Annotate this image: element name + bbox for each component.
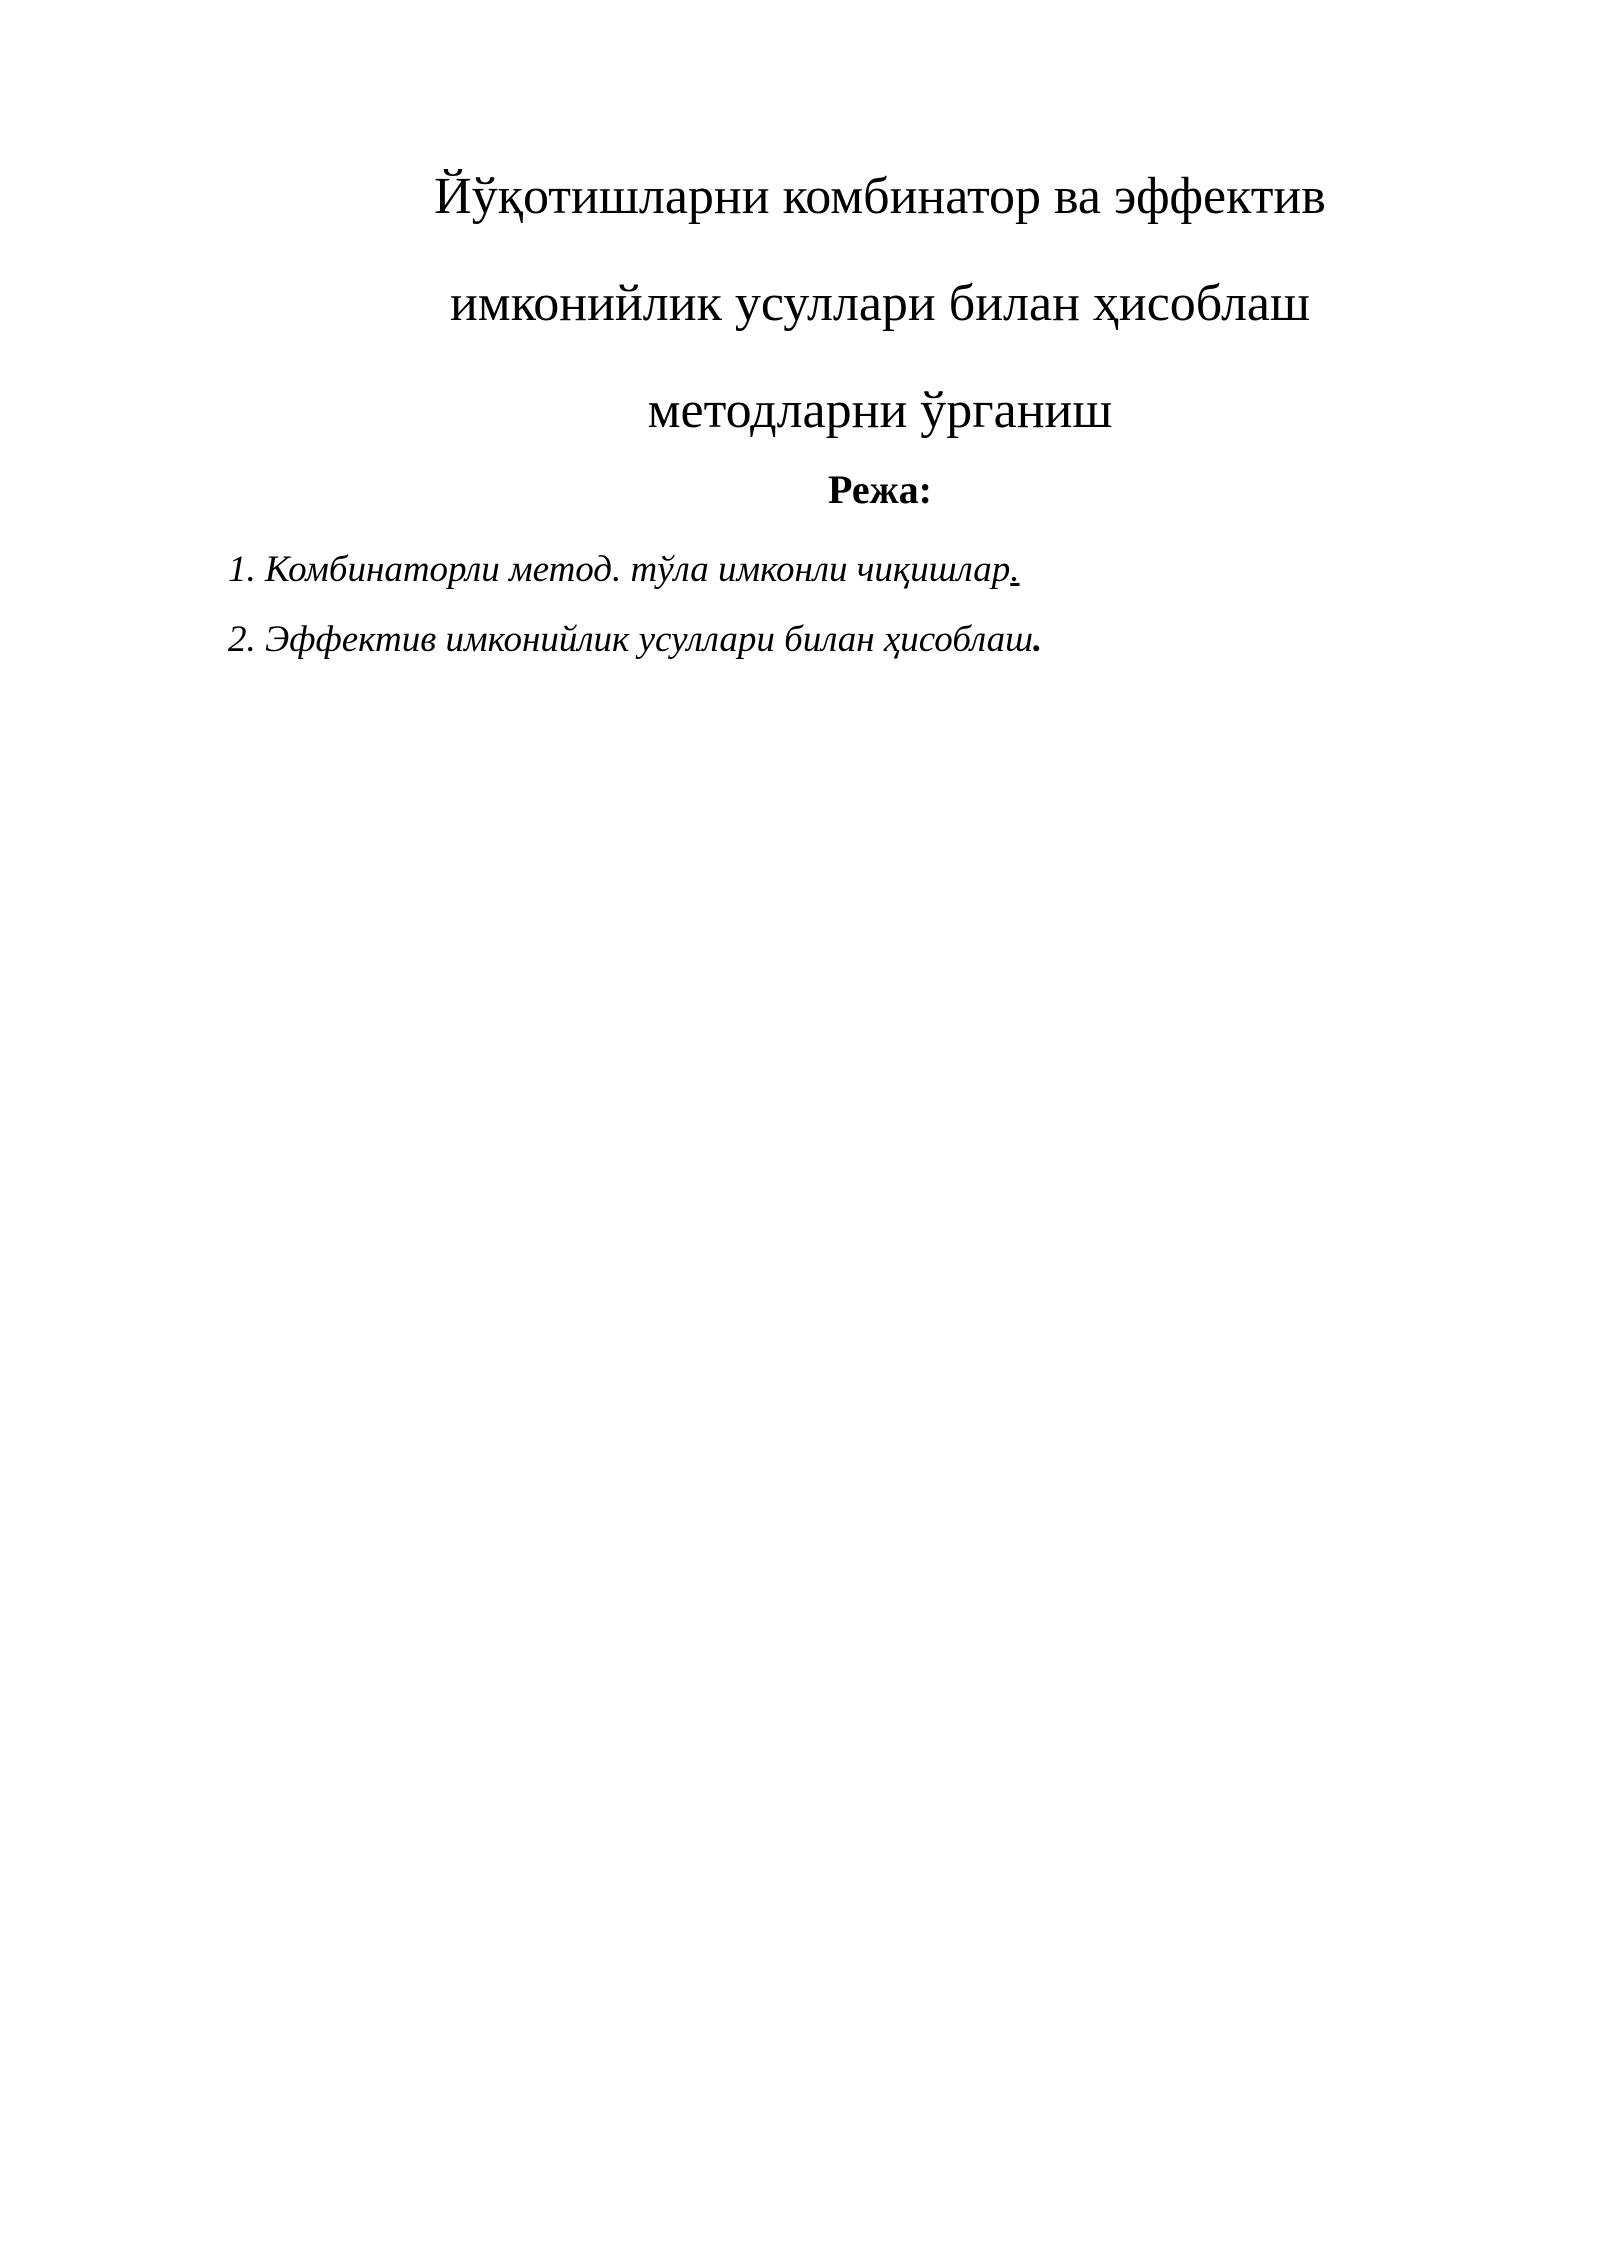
plan-item: [228, 535, 1478, 605]
plan-heading: Режа:: [828, 467, 932, 512]
plan-item: [228, 605, 1478, 675]
document-title: [330, 143, 1430, 464]
title-line: имконийлик усуллари билан ҳисоблаш: [449, 275, 1311, 332]
plan-item-end-mark: .: [1033, 619, 1043, 660]
plan-item-text: 1. Комбинаторли метод. тўла имконли чиқишлар: [228, 549, 1011, 590]
plan-item-end-mark: .: [1010, 549, 1020, 590]
title-line: Йўқотишларни комбинатор ва эффектив: [434, 168, 1326, 225]
plan-item-text: 2. Эффектив имконийлик усуллари билан ҳисоблаш: [228, 619, 1034, 660]
plan-list: [228, 535, 1478, 675]
title-line: методларни ўрганиш: [647, 382, 1113, 439]
